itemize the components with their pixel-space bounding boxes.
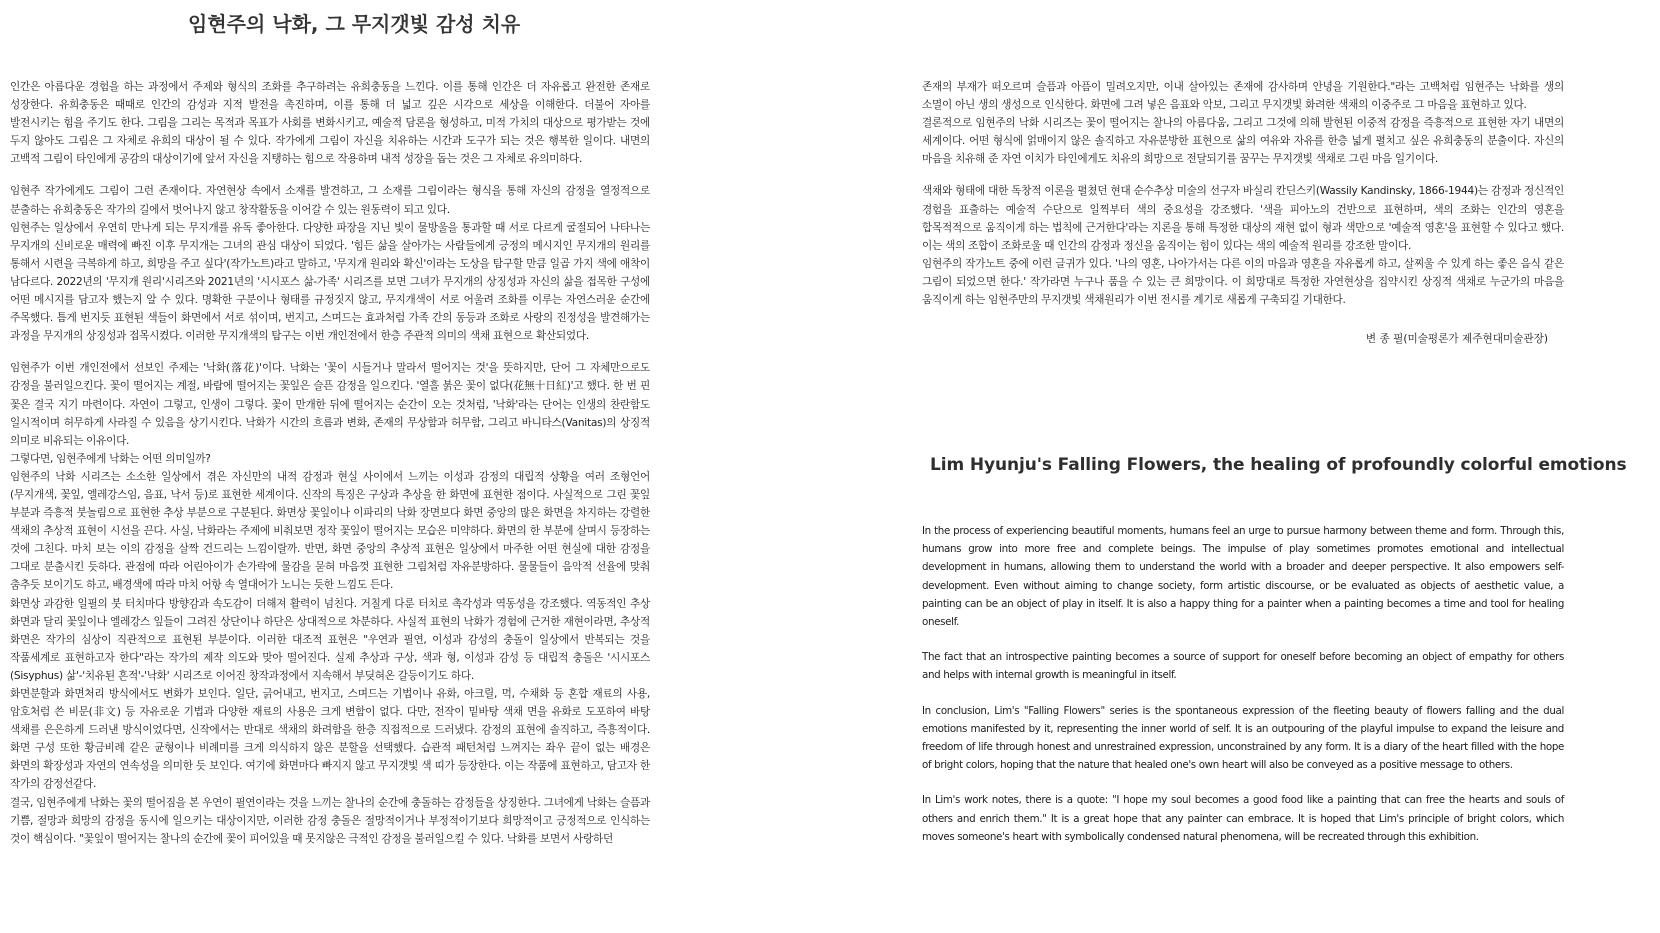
body-text: 임현주 작가에게도 그림이 그런 존재이다. 자연현상 속에서 소재를 발견하고, 그 소재를 그림이라는 형식을 통해 자신의 감정을 열정적으로 분출하는 유희충동은 작가의 길에서 벗어나지 않고 창작활동을 이어갈 수 있는 원동력이 되고 있다. [10, 185, 650, 216]
right-paragraph-1 [922, 78, 1564, 168]
english-paragraph: In the process of experiencing beautiful moments, humans feel an urge to pursue harmony between theme and form. Through this, humans grow into more free and complete beings. The impulse of play sometimes promotes emotional and intellectual development in humans, allowing them to understand the world with a broader and deeper perspective. It also empowers self-development. Even without aiming to change society, form artistic discourse, or be evaluated as objects of aesthetic value, a painting can be an object of play in itself. It is also a happy thing for a painter when a painting becomes a time and tool for healing oneself. [922, 525, 1564, 629]
body-text: 결론적으로 임현주의 낙화 시리즈는 꽃이 떨어지는 찰나의 아름다움, 그리고 그것에 의해 발현된 이중적 감정을 즉흥적으로 표현한 자기 내면의 세계이다. 어떤 형식에 얽매이지 않은 솔직하고 자유분방한 표현으로 삶의 여유와 자유를 한층 넓게 펼치고 싶은 유희충동의 분출이다. 자신의 마음을 치유해 준 자연 이치가 타인에게도 치유의 희망으로 전달되기를 꿈꾸는 무지갯빛 색채로 그린 마음 일기이다. [922, 117, 1564, 166]
body-text: 임현주의 낙화 시리즈는 소소한 일상에서 겪은 자신만의 내적 감정과 현실 사이에서 느끼는 이성과 감정의 대립적 상황을 여러 조형언어(무지개색, 꽃잎, 엘레강스임, 음표, 낙서 등)로 표현한 세계이다. 신작의 특징은 구상과 추상을 한 화면에 표현한 점이다. 사실적으로 그린 꽃잎 부분과 즉흥적 붓놀림으로 표현한 추상 부분으로 구분된다. 화면상 꽃잎이나 이파리의 낙화 장면보다 화면 중앙의 많은 화면을 차지하는 강렬한 색채의 추상적 표현이 시선을 끈다. 사실, 낙화라는 주제에 비춰보면 정작 꽃잎이 떨어지는 모습은 미약하다. 화면의 한 부분에 살며시 등장하는 것에 그친다. 마치 보는 이의 감정을 살짝 건드리는 느낌이랄까. 반면, 화면 중앙의 추상적 표현은 일상에서 마주한 어떤 현실에 대한 감정을 그대로 분출시킨 듯하다. 관점에 따라 어린아이가 손가락에 물감을 묻혀 마음껏 표현한 그림처럼 자유분방하다. 물물들이 음악적 선율에 맞춰 춤추듯 보이기도 하고, 배경색에 따라 마치 어항 속 열대어가 노니는 듯한 느낌도 든다. [10, 470, 650, 592]
body-text: 존재의 부재가 떠오르며 슬픔과 아픔이 밀려오지만, 이내 살아있는 존재에 감사하며 안녕을 기원한다."라는 고백처럼 임현주는 낙화를 생의 소멸이 아닌 생의 생성으로 인식한다. 화면에 그려 넣은 음표와 악보, 그리고 무지갯빛 화려한 색채의 이중주로 그 마음을 표현하고 있다. [922, 81, 1564, 112]
right-paragraph-2 [922, 182, 1564, 309]
body-text: 임현주의 작가노트 중에 이런 글귀가 있다. '나의 영혼, 나아가서는 다른 이의 마음과 영혼을 자유롭게 하고, 살찌울 수 있게 하는 좋은 음식 같은 그림이 되었으면 한다.' 작가라면 누구나 품을 수 있는 큰 희망이다. 이 희망대로 특정한 자연현상을 집약시킨 상징적 색채로 누군가의 마음을 움직이게 하는 임현주만의 무지갯빛 색채원리가 이번 전시를 계기로 새롭게 구축되길 기대한다. [922, 257, 1564, 307]
english-title: Lim Hyunju's Falling Flowers, the healing of profoundly colorful emotions [930, 455, 1627, 475]
right-column [922, 78, 1564, 346]
korean-title: 임현주의 낙화, 그 무지갯빛 감성 치유 [188, 12, 521, 36]
body-text: 임현주가 이번 개인전에서 선보인 주제는 '낙화(落花)'이다. 낙화는 '꽃이 시들거나 말라서 떨어지는 것'을 뜻하지만, 단어 그 자체만으로도 감정을 불러일으킨다. 꽃이 떨어지는 계절, 바람에 떨어지는 꽃잎은 슬픈 감정을 일으킨다. '열흘 붉은 꽃이 없다(花無十日紅)'고 했다. 한 번 핀 꽃은 결국 지기 마련이다. 자연이 그렇고, 인생이 그렇다. 꽃이 만개한 뒤에 떨어지는 순간이 오는 것처럼, '낙화'라는 단어는 인생의 찬란함도 일시적이며 허무하게 사라질 수 있음을 상기시킨다. 낙화가 시간의 흐름과 변화, 존재의 무상함과 허무함, 그리고 바니타스(Vanitas)의 상징적 의미로 비유되는 이유이다. [10, 362, 650, 447]
body-text: 임현주는 일상에서 우연히 만나게 되는 무지개를 유독 좋아한다. 다양한 파장을 지닌 빛이 물방울을 통과할 때 서로 다르게 굴절되어 나타나는 무지개의 신비로운 매력에 빠진 이후 무지개는 그녀의 관심 대상이 되었다. '힘든 삶을 살아가는 사람들에게 긍정의 메시지인 무지개의 원리를 통해서 시련을 극복하게 하고, 희망을 주고 싶다'(작가노트)라고 말하고, '무지개 원리와 확신'이라는 도상을 탐구할 만큼 일곱 가지 색에 애착이 남다르다. 2022년의 '무지개 원리'시리즈와 2021년의 '시시포스 삶-가족' 시리즈를 보면 그녀가 무지개의 상징성과 자신의 삶을 접목한 구성에 어떤 메시지를 담고자 했는지 알 수 있다. 명확한 구분이나 형태를 규정짓지 않고, 무지개색이 서로 어울려 조화를 이루는 자연스러운 순간에 주목했다. 틈게 번지듯 표현된 색들이 화면에서 서로 섞이며, 번지고, 스며드는 효과처럼 가족 간의 동등과 조화로 사랑의 진정성을 발견해가는 과정을 무지개의 상징성과 접목시켰다. 이러한 무지개색의 탐구는 이번 개인전에서 한층 주관적 의미의 색채 표현으로 확산되었다. [10, 221, 650, 343]
body-text: 화면상 과감한 일필의 붓 터치마다 방향감과 속도감이 더해져 활력이 넘친다. 거칠게 다룬 터치로 촉각성과 역동성을 강조했다. 역동적인 추상 화면과 달리 꽃잎이나 엘레강스 잎들이 그려진 상단이나 하단은 상대적으로 차분하다. 사실적 표현의 낙화가 경험에 근거한 재현이라면, 추상적 화면은 작가의 심상이 직관적으로 표현된 부분이다. 이러한 대조적 표현은 "우연과 필연, 이성과 감성의 충돌이 일상에서 반복되는 것을 작품세계로 표현하고자 한다"라는 작가의 제작 의도와 맞아 떨어진다. 실제 추상과 구상, 색과 형, 이성과 감성 등 대립적 충돌은 '시시포스(Sisyphus) 삶'-'치유된 흔적'-'낙화' 시리즈로 이어진 창작과정에서 지속해서 부딪혀온 갈등이기도 하다. [10, 597, 650, 682]
author-signature: 변 종 필(미술평론가 제주현대미술관장) [1365, 333, 1548, 346]
english-paragraph: The fact that an introspective painting becomes a source of support for oneself before becoming an object of empathy for others and helps with internal growth is meaningful in itself. [922, 651, 1564, 682]
english-column [922, 522, 1564, 846]
left-paragraph-2 [10, 182, 650, 345]
body-text: 화면분할과 화면처리 방식에서도 변화가 보인다. 일단, 긁어내고, 번지고, 스며드는 기법이나 유화, 아크릴, 먹, 수채화 등 혼합 재료의 사용, 암호처럼 쓴 비문(非文) 등 자유로운 기법과 다양한 재료의 사용은 크게 변함이 없다. 다만, 전작이 밑바탕 색채 면을 유화로 도포하여 바탕 색채를 은은하게 드러낸 방식이었다면, 신작에서는 반대로 색채의 화려함을 한층 직접적으로 드러냈다. 감정의 표현에 솔직하고, 즉흥적이다. 화면 구성 또한 황금비례 같은 균형이나 비례미를 크게 의식하지 않은 분할을 선택했다. 습관적 패턴처럼 느껴지는 좌우 끝이 없는 배경은 화면의 확장성과 자연의 연속성을 의미한 듯 보인다. 여기에 화면마다 빠지지 않고 무지갯빛 색 띠가 등장한다. 이는 작품에 표현하고, 담고자 한 작가의 감정선같다. [10, 688, 650, 791]
body-text: 색채와 형태에 대한 독창적 이론을 펼쳤던 현대 순수추상 미술의 선구자 바실리 칸딘스키(Wassily Kandinsky, 1866-1944)는 감정과 정신적인 경험을 표출하는 예술적 수단으로 일찍부터 색의 중요성을 강조했다. '색을 피아노의 건반으로 표현하며, 색의 조화는 인간의 영혼을 합목적적으로 움직이게 하는 법칙에 근거한다'라는 지론을 통해 특정한 대상의 재현 없이 형과 색만으로 '예술적 영혼'을 표현할 수 있다고 했다. 이는 색의 조합이 조화로울 때 인간의 감정과 정신을 움직이는 힘이 있다는 색의 예술적 원리를 강조한 말이다. [922, 185, 1564, 252]
left-paragraph-3 [10, 359, 650, 848]
english-paragraph: In Lim's work notes, there is a quote: "I hope my soul becomes a good food like a painting that can free the hearts and souls of others and enrich them." It is a great hope that any painter can embrace. It is hoped that Lim's principle of bright colors, which moves someone's heart with symbolically condensed natural phenomena, will be recreated through this exhibition. [922, 794, 1564, 843]
body-text: 결국, 임현주에게 낙화는 꽃의 떨어짐을 본 우연이 필연이라는 것을 느끼는 찰나의 순간에 충돌하는 감정들을 상징한다. 그녀에게 낙화는 슬픔과 기쁨, 절망과 희망의 감정을 동시에 일으키는 대상이지만, 이러한 감정 충돌은 절망적이거나 부정적이기보다 희망적이고 긍정적으로 인식하는 것이 핵심이다. "꽃잎이 떨어지는 찰나의 순간에 꽃이 피어있을 때 못지않은 극적인 감정을 불러일으킬 수 있다. 낙화를 보면서 사랑하던 [10, 796, 650, 845]
left-paragraph-1 [10, 78, 650, 168]
left-column [10, 78, 650, 848]
body-text: 그렇다면, 임현주에게 낙화는 어떤 의미일까? [10, 452, 211, 465]
english-paragraph: In conclusion, Lim's "Falling Flowers" series is the spontaneous expression of the fleeting beauty of flowers falling and the dual emotions manifested by it, representing the inner world of self. It is an outpouring of the playful impulse to expand the leisure and freedom of life through honest and unrestrained expression, unconstrained by any form. It is a diary of the heart filled with the hope of bright colors, hoping that the nature that healed one's own heart will also be conveyed as a positive message to others. [922, 704, 1564, 772]
body-text: 인간은 아름다운 경험을 하는 과정에서 주제와 형식의 조화를 추구하려는 유희충동을 느낀다. 이를 통해 인간은 더 자유롭고 완전한 존재로 성장한다. 유희충동은 때때로 인간의 감성과 지적 발전을 촉진하며, 이를 통해 더 넓고 깊은 시각으로 세상을 이해한다. 더불어 자아를 발전시키는 힘을 주기도 한다. 그림을 그리는 목적과 목표가 사회를 변화시키고, 예술적 담론을 형성하고, 미적 가치의 대상으로 평가받는 것에 두지 않아도 그림은 그 자체로 유희의 대상이 될 수 있다. 작가에게 그림이 자신을 치유하는 시간과 도구가 되는 것은 행복한 일이다. 내면의 고백적 그림이 타인에게 공감의 대상이기에 앞서 자신을 지탱하는 힘으로 작용하며 내적 성장을 돕는 것은 그 자체로 유의미하다. [10, 81, 650, 166]
